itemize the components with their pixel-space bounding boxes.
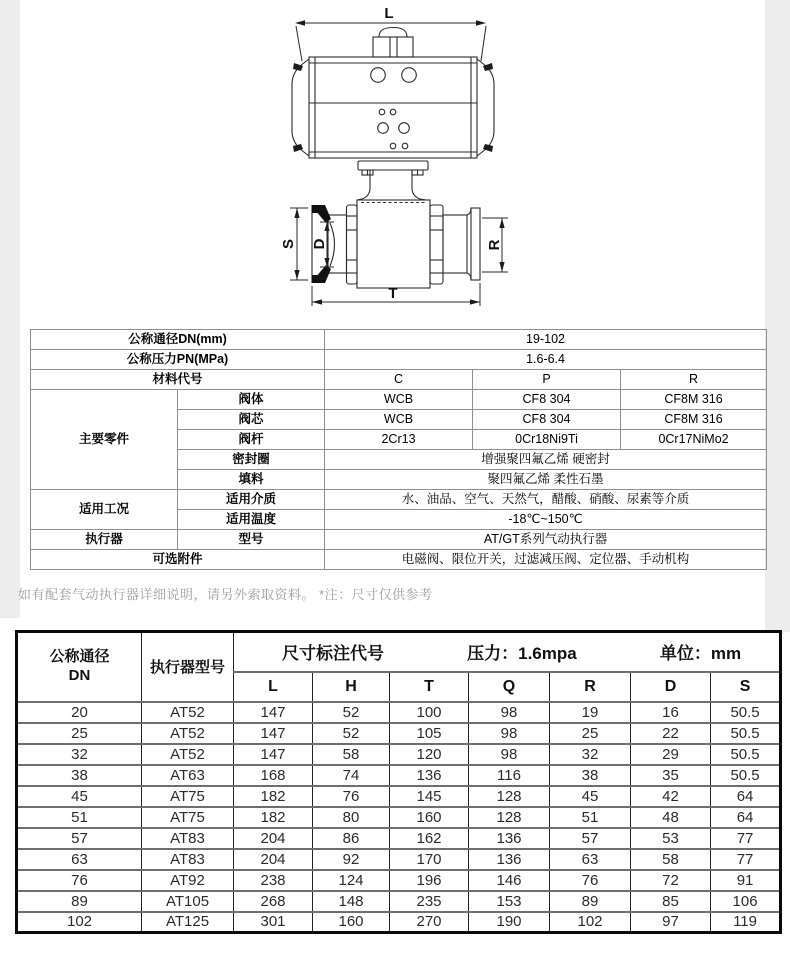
spec-dn-label: 公称通径DN(mm) xyxy=(31,330,325,350)
right-margin xyxy=(765,0,790,632)
cell-h: 124 xyxy=(313,870,390,891)
table-row xyxy=(17,807,781,828)
bore-arc xyxy=(330,223,335,266)
cell-q: 153 xyxy=(469,891,550,912)
cell-q: 128 xyxy=(469,786,550,807)
spec-seal-value: 增强聚四氟乙烯 硬密封 xyxy=(325,450,767,470)
cell-l: 182 xyxy=(234,807,313,828)
left-end-cap xyxy=(292,59,309,156)
dims-header-span xyxy=(234,632,781,672)
spec-pn-label: 公称压力PN(MPa) xyxy=(31,350,325,370)
spec-condition-label: 适用工况 xyxy=(31,490,178,530)
cell-h: 86 xyxy=(313,828,390,849)
cell-h: 52 xyxy=(313,723,390,744)
dim-label-l: L xyxy=(384,5,394,22)
dims-header-unit: 单位：mm xyxy=(659,644,742,664)
cell-l: 147 xyxy=(234,723,313,744)
cell-t: 136 xyxy=(390,765,469,786)
cell-model: AT75 xyxy=(142,807,234,828)
cell-dn: 38 xyxy=(17,765,142,786)
cell-s: 64 xyxy=(711,807,781,828)
spec-actuator-label: 执行器 xyxy=(31,530,178,550)
table-row xyxy=(17,870,781,891)
cell-dn: 45 xyxy=(17,786,142,807)
cell-l: 204 xyxy=(234,849,313,870)
table-row xyxy=(17,702,781,723)
spec-model-label: 型号 xyxy=(178,530,325,550)
cell-r: 89 xyxy=(550,891,631,912)
cell-s: 77 xyxy=(711,849,781,870)
dimension-table xyxy=(15,630,782,934)
cell-d: 97 xyxy=(631,912,711,933)
cell-q: 146 xyxy=(469,870,550,891)
cell-q: 190 xyxy=(469,912,550,933)
dims-col-t: T xyxy=(390,672,469,702)
dim-label-t: T xyxy=(388,285,398,302)
spec-core-r: CF8M 316 xyxy=(621,410,767,430)
cell-dn: 76 xyxy=(17,870,142,891)
cell-dn: 102 xyxy=(17,912,142,933)
dims-col-s: S xyxy=(711,672,781,702)
cell-l: 268 xyxy=(234,891,313,912)
cell-q: 116 xyxy=(469,765,550,786)
cell-dn: 20 xyxy=(17,702,142,723)
cell-l: 147 xyxy=(234,702,313,723)
right-clamp-neck xyxy=(467,208,471,215)
spec-body-c: WCB xyxy=(325,390,473,410)
table-row xyxy=(17,891,781,912)
cell-h: 58 xyxy=(313,744,390,765)
cell-h: 80 xyxy=(313,807,390,828)
cell-d: 48 xyxy=(631,807,711,828)
spec-media-label: 适用介质 xyxy=(178,490,325,510)
cell-r: 63 xyxy=(550,849,631,870)
cell-model: AT125 xyxy=(142,912,234,933)
spec-seal-label: 密封圈 xyxy=(178,450,325,470)
cell-t: 145 xyxy=(390,786,469,807)
cell-t: 120 xyxy=(390,744,469,765)
cell-t: 235 xyxy=(390,891,469,912)
cell-s: 50.5 xyxy=(711,744,781,765)
cell-s: 77 xyxy=(711,828,781,849)
cell-model: AT92 xyxy=(142,870,234,891)
dims-header-code: 尺寸标注代号 xyxy=(282,644,384,664)
dims-col-q: Q xyxy=(469,672,550,702)
spec-stem-p: 0Cr18Ni9Ti xyxy=(473,430,621,450)
dims-header-model: 执行器型号 xyxy=(142,632,234,702)
note-text: 如有配套气动执行器详细说明，请另外索取资料。 *注：尺寸仅供参考 xyxy=(18,587,433,602)
cell-s: 106 xyxy=(711,891,781,912)
spec-stem-label: 阀杆 xyxy=(178,430,325,450)
cell-l: 147 xyxy=(234,744,313,765)
dims-header-dn-line2: DN xyxy=(68,666,91,684)
dims-header-dn xyxy=(17,632,142,702)
spec-material-r: R xyxy=(621,370,767,390)
cell-r: 45 xyxy=(550,786,631,807)
air-port-dome xyxy=(379,28,407,38)
cell-t: 270 xyxy=(390,912,469,933)
cell-d: 53 xyxy=(631,828,711,849)
cell-t: 162 xyxy=(390,828,469,849)
cell-model: AT52 xyxy=(142,702,234,723)
cell-t: 160 xyxy=(390,807,469,828)
cell-l: 301 xyxy=(234,912,313,933)
spec-material-p: P xyxy=(473,370,621,390)
spec-material-label: 材料代号 xyxy=(31,370,325,390)
cell-q: 136 xyxy=(469,849,550,870)
table-row xyxy=(17,912,781,933)
valve-technical-drawing xyxy=(240,0,560,325)
cell-dn: 32 xyxy=(17,744,142,765)
spec-media-value: 水、油品、空气、天然气，醋酸、硝酸、尿素等介质 xyxy=(325,490,767,510)
spec-body-r: CF8M 316 xyxy=(621,390,767,410)
spec-core-label: 阀芯 xyxy=(178,410,325,430)
spec-stem-r: 0Cr17NiMo2 xyxy=(621,430,767,450)
cell-l: 168 xyxy=(234,765,313,786)
spec-core-p: CF8 304 xyxy=(473,410,621,430)
right-union-nut xyxy=(430,205,443,284)
cell-d: 85 xyxy=(631,891,711,912)
table-row xyxy=(17,786,781,807)
table-row xyxy=(17,744,781,765)
dim-label-r: R xyxy=(486,239,503,251)
cell-s: 50.5 xyxy=(711,702,781,723)
cell-t: 170 xyxy=(390,849,469,870)
cell-r: 51 xyxy=(550,807,631,828)
table-row xyxy=(17,723,781,744)
cell-d: 16 xyxy=(631,702,711,723)
spec-table xyxy=(30,329,767,570)
dims-header-pressure: 压力：1.6mpa xyxy=(467,644,577,664)
cell-s: 50.5 xyxy=(711,723,781,744)
right-pipe xyxy=(443,215,467,273)
spec-stem-c: 2Cr13 xyxy=(325,430,473,450)
cell-d: 35 xyxy=(631,765,711,786)
spec-accessories-label: 可选附件 xyxy=(31,550,325,570)
table-row xyxy=(17,828,781,849)
cell-l: 204 xyxy=(234,828,313,849)
cell-h: 148 xyxy=(313,891,390,912)
table-row xyxy=(17,849,781,870)
spec-packing-label: 填料 xyxy=(178,470,325,490)
valve-body-drawing xyxy=(312,200,480,288)
left-margin xyxy=(0,0,20,618)
spec-main-parts-label: 主要零件 xyxy=(31,390,178,490)
cell-h: 76 xyxy=(313,786,390,807)
cell-h: 160 xyxy=(313,912,390,933)
dims-col-d: D xyxy=(631,672,711,702)
spec-body-p: CF8 304 xyxy=(473,390,621,410)
cell-d: 72 xyxy=(631,870,711,891)
spec-core-c: WCB xyxy=(325,410,473,430)
dims-col-l: L xyxy=(234,672,313,702)
cell-d: 42 xyxy=(631,786,711,807)
cell-t: 100 xyxy=(390,702,469,723)
cell-q: 98 xyxy=(469,744,550,765)
dim-label-s: S xyxy=(280,238,297,250)
spec-dn-value: 19-102 xyxy=(325,330,767,350)
cell-dn: 89 xyxy=(17,891,142,912)
spec-material-c: C xyxy=(325,370,473,390)
cell-model: AT63 xyxy=(142,765,234,786)
cell-r: 38 xyxy=(550,765,631,786)
cell-d: 22 xyxy=(631,723,711,744)
cap-screws xyxy=(293,63,493,152)
cell-h: 52 xyxy=(313,702,390,723)
spec-body-label: 阀体 xyxy=(178,390,325,410)
dims-header-dn-line1: 公称通径 xyxy=(49,648,110,665)
cell-model: AT83 xyxy=(142,849,234,870)
actuator-drawing xyxy=(292,28,494,201)
cell-s: 50.5 xyxy=(711,765,781,786)
table-row xyxy=(17,765,781,786)
right-end-cap xyxy=(477,59,494,156)
dimension-labels xyxy=(280,5,503,302)
cell-s: 64 xyxy=(711,786,781,807)
dim-label-d: D xyxy=(311,238,328,250)
cell-model: AT83 xyxy=(142,828,234,849)
cell-h: 92 xyxy=(313,849,390,870)
cell-model: AT52 xyxy=(142,723,234,744)
cell-r: 76 xyxy=(550,870,631,891)
cell-r: 19 xyxy=(550,702,631,723)
cell-model: AT52 xyxy=(142,744,234,765)
cell-r: 102 xyxy=(550,912,631,933)
cell-model: AT75 xyxy=(142,786,234,807)
cell-s: 119 xyxy=(711,912,781,933)
spec-accessories-value: 电磁阀、限位开关，过滤减压阀、定位器、手动机构 xyxy=(325,550,767,570)
cell-q: 98 xyxy=(469,702,550,723)
left-union-nut xyxy=(347,205,358,284)
cell-d: 58 xyxy=(631,849,711,870)
dims-col-r: R xyxy=(550,672,631,702)
cell-q: 136 xyxy=(469,828,550,849)
cell-r: 32 xyxy=(550,744,631,765)
spec-temp-value: -18℃~150℃ xyxy=(325,510,767,530)
dims-col-h: H xyxy=(313,672,390,702)
dims-table-body xyxy=(17,702,781,933)
cell-l: 238 xyxy=(234,870,313,891)
spec-packing-value: 聚四氟乙烯 柔性石墨 xyxy=(325,470,767,490)
cell-l: 182 xyxy=(234,786,313,807)
cell-q: 98 xyxy=(469,723,550,744)
cell-dn: 51 xyxy=(17,807,142,828)
cell-dn: 57 xyxy=(17,828,142,849)
cell-t: 105 xyxy=(390,723,469,744)
cell-dn: 25 xyxy=(17,723,142,744)
cell-dn: 63 xyxy=(17,849,142,870)
spec-temp-label: 适用温度 xyxy=(178,510,325,530)
cell-d: 29 xyxy=(631,744,711,765)
cell-s: 91 xyxy=(711,870,781,891)
spec-pn-value: 1.6-6.4 xyxy=(325,350,767,370)
cell-r: 25 xyxy=(550,723,631,744)
right-clamp-face xyxy=(471,208,480,280)
cell-q: 128 xyxy=(469,807,550,828)
cell-r: 57 xyxy=(550,828,631,849)
cell-h: 74 xyxy=(313,765,390,786)
cell-model: AT105 xyxy=(142,891,234,912)
spec-model-value: AT/GT系列气动执行器 xyxy=(325,530,767,550)
cell-t: 196 xyxy=(390,870,469,891)
